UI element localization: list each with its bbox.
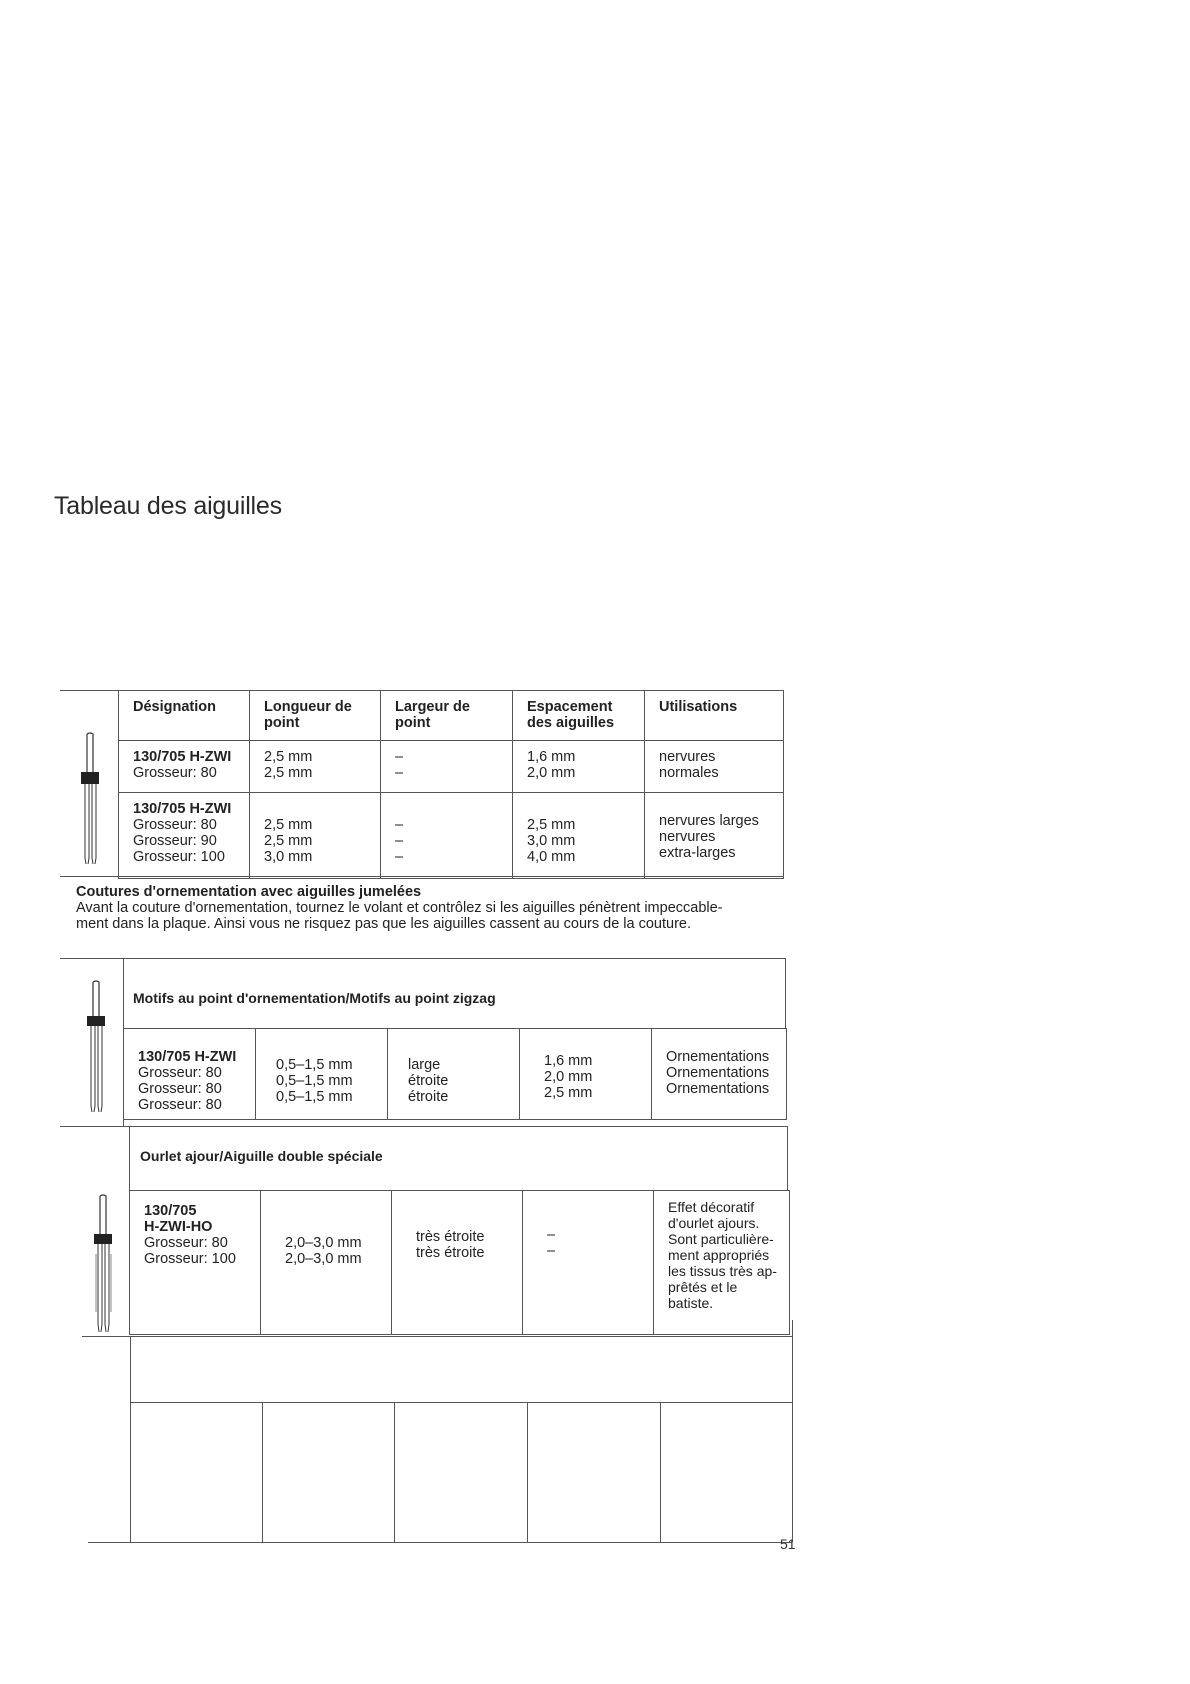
note-block <box>76 884 796 932</box>
cell-longueur: 0,5–1,5 mm 0,5–1,5 mm 0,5–1,5 mm <box>256 1029 388 1120</box>
header-longueur: Longueur de point <box>250 691 381 741</box>
rule <box>60 690 118 691</box>
cell-largeur: large étroite étroite <box>388 1029 520 1120</box>
rule <box>262 1402 263 1542</box>
cell-largeur: – – – <box>381 793 513 879</box>
note-title: Coutures d'ornementation avec aiguilles jumelées <box>76 884 422 900</box>
note-line: Avant la couture d'ornementation, tournez le volant et contrôlez si les aiguilles pénètrent impeccable- <box>76 900 723 916</box>
page-title: Tableau des aiguilles <box>54 492 282 520</box>
cell-designation: 130/705 H-ZWI Grosseur: 80 Grosseur: 90 Grosseur: 100 <box>119 793 250 879</box>
cell-longueur: 2,5 mm 2,5 mm 3,0 mm <box>250 793 381 879</box>
cell-longueur: 2,0–3,0 mm 2,0–3,0 mm <box>261 1191 392 1335</box>
rule <box>60 958 786 959</box>
cell-designation: 130/705 H-ZWI Grosseur: 80 Grosseur: 80 Grosseur: 80 <box>124 1029 256 1120</box>
page-number: 51 <box>780 1536 796 1552</box>
rule <box>785 958 786 1028</box>
rule <box>394 1402 395 1542</box>
needle-table-3 <box>129 1190 790 1335</box>
twin-needle-icon <box>84 980 108 1112</box>
section-title-ourlet: Ourlet ajour/Aiguille double spéciale <box>140 1148 383 1164</box>
rule <box>88 1542 792 1543</box>
table-row <box>124 1029 787 1120</box>
rule <box>60 1126 787 1127</box>
cell-espacement: 2,5 mm 3,0 mm 4,0 mm <box>513 793 645 879</box>
header-designation: Désignation <box>119 691 250 741</box>
rule <box>130 1402 792 1403</box>
cell-utilisations: nervures larges nervures extra-larges <box>645 793 784 879</box>
rule <box>792 1320 793 1542</box>
table-row <box>119 741 784 793</box>
cell-longueur: 2,5 mm 2,5 mm <box>250 741 381 793</box>
note-line: ment dans la plaque. Ainsi vous ne risquez pas que les aiguilles cassent au cours de la couture. <box>76 916 692 932</box>
rule <box>60 876 784 877</box>
cell-espacement: – – <box>523 1191 654 1335</box>
rule <box>787 1126 788 1190</box>
header-largeur: Largeur de point <box>381 691 513 741</box>
cell-espacement: 1,6 mm 2,0 mm <box>513 741 645 793</box>
rule <box>129 1126 130 1190</box>
cell-espacement: 1,6 mm 2,0 mm 2,5 mm <box>520 1029 652 1120</box>
table-row <box>130 1191 790 1335</box>
cell-utilisations: Ornementations Ornementations Ornementations <box>652 1029 787 1120</box>
cell-largeur: très étroite très étroite <box>392 1191 523 1335</box>
rule <box>660 1402 661 1542</box>
cell-utilisations: nervures normales <box>645 741 784 793</box>
rule <box>527 1402 528 1542</box>
rule <box>82 1336 792 1337</box>
cell-utilisations: Effet décoratif d'ourlet ajours. Sont particulière- ment appropriés les tissus très ap- prêtés et le batiste. <box>654 1191 790 1335</box>
header-espacement: Espacement des aiguilles <box>513 691 645 741</box>
special-double-needle-icon <box>90 1194 116 1334</box>
needle-table-2 <box>123 1028 787 1120</box>
table-row <box>119 793 784 879</box>
header-utilisations: Utilisations <box>645 691 784 741</box>
section-title-motifs: Motifs au point d'ornementation/Motifs au point zigzag <box>133 990 496 1006</box>
needle-table-1 <box>118 690 784 879</box>
rule <box>130 1336 131 1542</box>
cell-largeur: – – <box>381 741 513 793</box>
cell-designation: 130/705 H-ZWI Grosseur: 80 <box>119 741 250 793</box>
twin-needle-icon <box>78 732 102 864</box>
cell-designation: 130/705 H-ZWI-HO Grosseur: 80 Grosseur: 100 <box>130 1191 261 1335</box>
